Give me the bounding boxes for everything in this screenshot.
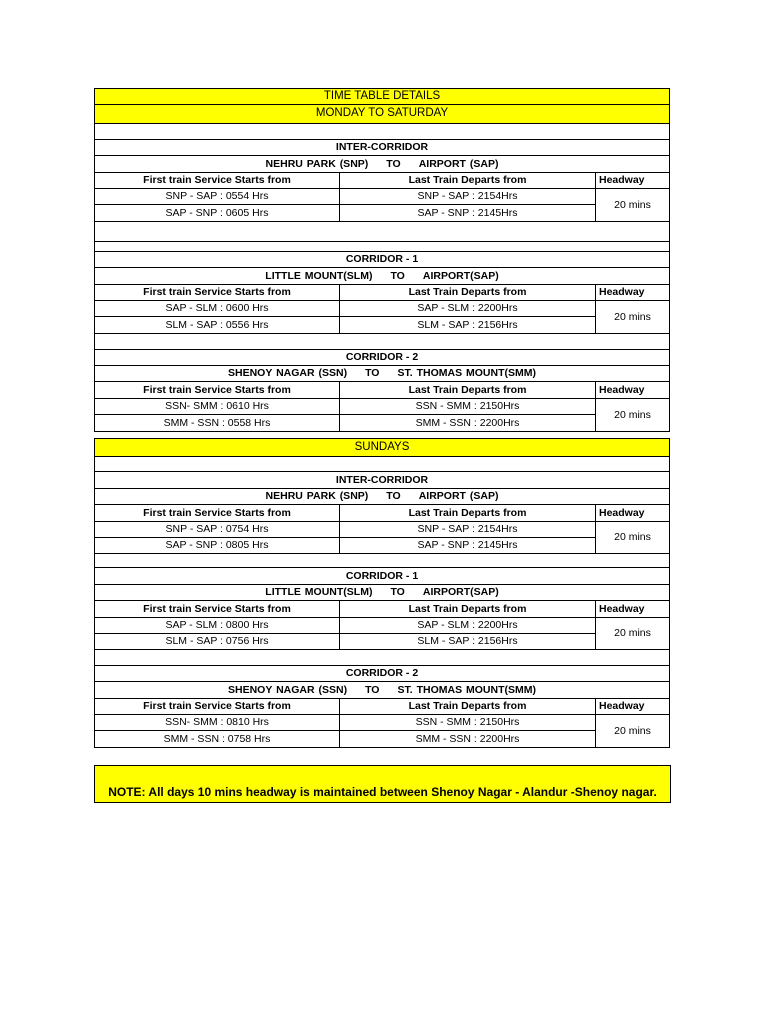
headway-header: Headway (599, 506, 645, 519)
route-label (95, 585, 669, 600)
first-train-cell: SMM - SSN : 0558 Hrs (95, 415, 340, 431)
section-heading: INTER-CORRIDOR (335, 141, 429, 154)
last-train-header: Last Train Departs from (340, 173, 596, 188)
schedule-times (95, 618, 596, 649)
first-train-header: First train Service Starts from (95, 285, 340, 300)
first-train-cell: SAP - SLM : 0600 Hrs (95, 301, 340, 316)
section-heading: CORRIDOR - 2 (345, 667, 419, 680)
route-row (95, 682, 669, 699)
table-row (95, 189, 596, 205)
last-train-cell: SSN - SMM : 2150Hrs (340, 399, 596, 414)
spacer-row (95, 124, 669, 140)
table-row (95, 415, 596, 431)
section-heading-row (95, 666, 669, 682)
schedule-times (95, 301, 596, 333)
section-heading-row (95, 472, 669, 489)
route-label (95, 682, 669, 698)
table-row (95, 301, 596, 317)
last-train-header: Last Train Departs from (340, 601, 596, 617)
first-train-cell: SSN- SMM : 0810 Hrs (95, 715, 340, 730)
schedule-times (95, 715, 596, 747)
route-row (95, 585, 669, 601)
route-row (95, 268, 669, 285)
schedule-rows (95, 618, 669, 650)
schedule-rows (95, 715, 669, 747)
page-title: TIME TABLE DETAILS (323, 89, 441, 102)
table-row (95, 731, 596, 747)
section-heading: CORRIDOR - 1 (345, 569, 419, 582)
table-row (95, 538, 596, 553)
table-row (95, 205, 596, 221)
spacer-row (95, 554, 669, 568)
first-train-cell: SLM - SAP : 0756 Hrs (95, 634, 340, 649)
last-train-cell: SLM - SAP : 2156Hrs (340, 634, 596, 649)
last-train-header: Last Train Departs from (340, 699, 596, 714)
table-row (95, 715, 596, 731)
section-heading: INTER-CORRIDOR (335, 473, 429, 486)
sunday-label: SUNDAYS (354, 440, 410, 453)
last-train-header: Last Train Departs from (340, 285, 596, 300)
schedule-rows (95, 189, 669, 222)
route-destination: AIRPORT(SAP) (422, 269, 499, 282)
first-train-cell: SAP - SLM : 0800 Hrs (95, 618, 340, 633)
last-train-cell: SNP - SAP : 2154Hrs (340, 522, 596, 537)
weekday-label: MONDAY TO SATURDAY (315, 107, 449, 120)
first-train-cell: SNP - SAP : 0754 Hrs (95, 522, 340, 537)
last-train-cell: SSN - SMM : 2150Hrs (340, 715, 596, 730)
route-origin: SHENOY NAGAR (SSN) (228, 683, 348, 696)
first-train-header: First train Service Starts from (95, 601, 340, 617)
column-header-row (95, 601, 669, 618)
headway-note: NOTE: All days 10 mins headway is maintained between Shenoy Nagar - Alandur -Shenoy nagar. (94, 765, 671, 803)
headway-header: Headway (599, 286, 645, 299)
spacer-row (95, 334, 669, 350)
first-train-header: First train Service Starts from (95, 173, 340, 188)
last-train-cell: SMM - SSN : 2200Hrs (340, 731, 596, 747)
route-origin: NEHRU PARK (SNP) (265, 490, 369, 503)
table-row (95, 618, 596, 634)
first-train-header: First train Service Starts from (95, 382, 340, 398)
column-header-row (95, 382, 669, 399)
section-heading-row (95, 350, 669, 366)
route-destination: AIRPORT (SAP) (418, 490, 499, 503)
route-to: TO (390, 586, 405, 599)
first-train-cell: SMM - SSN : 0758 Hrs (95, 731, 340, 747)
schedule-rows (95, 399, 669, 431)
first-train-header: First train Service Starts from (95, 699, 340, 714)
first-train-cell: SSN- SMM : 0610 Hrs (95, 399, 340, 414)
route-to: TO (365, 367, 380, 380)
headway-header: Headway (599, 383, 645, 396)
schedule-rows (95, 301, 669, 334)
route-label (95, 366, 669, 381)
route-to: TO (386, 490, 401, 503)
headway-cell: 20 mins (614, 724, 651, 737)
headway-cell: 20 mins (614, 408, 651, 421)
title-row (95, 89, 669, 105)
schedule-times (95, 189, 596, 221)
headway-cell: 20 mins (614, 627, 651, 640)
schedule-times (95, 399, 596, 431)
first-train-cell: SAP - SNP : 0805 Hrs (95, 538, 340, 553)
spacer-row (95, 650, 669, 666)
spacer-row (95, 222, 669, 242)
last-train-cell: SNP - SAP : 2154Hrs (340, 189, 596, 204)
table-row (95, 317, 596, 333)
route-destination: AIRPORT (SAP) (418, 157, 499, 170)
last-train-cell: SAP - SLM : 2200Hrs (340, 618, 596, 633)
last-train-header: Last Train Departs from (340, 382, 596, 398)
route-to: TO (365, 683, 380, 696)
route-destination: AIRPORT(SAP) (422, 586, 499, 599)
route-origin: SHENOY NAGAR (SSN) (228, 367, 348, 380)
route-origin: LITTLE MOUNT(SLM) (265, 586, 373, 599)
last-train-header: Last Train Departs from (340, 505, 596, 521)
spacer-row (95, 242, 669, 252)
column-header-row (95, 505, 669, 522)
schedule-times (95, 522, 596, 553)
section-heading-row (95, 252, 669, 268)
first-train-cell: SAP - SNP : 0605 Hrs (95, 205, 340, 221)
last-train-cell: SLM - SAP : 2156Hrs (340, 317, 596, 333)
route-origin: LITTLE MOUNT(SLM) (265, 269, 373, 282)
section-heading: CORRIDOR - 2 (345, 351, 419, 364)
first-train-header: First train Service Starts from (95, 505, 340, 521)
route-label (95, 268, 669, 284)
last-train-cell: SAP - SNP : 2145Hrs (340, 205, 596, 221)
last-train-cell: SMM - SSN : 2200Hrs (340, 415, 596, 431)
sunday-timetable (94, 438, 670, 748)
table-row (95, 522, 596, 538)
section-heading-row (95, 140, 669, 156)
route-label (95, 489, 669, 504)
route-to: TO (390, 269, 405, 282)
section-heading: CORRIDOR - 1 (345, 253, 419, 266)
column-header-row (95, 173, 669, 189)
route-origin: NEHRU PARK (SNP) (265, 157, 369, 170)
last-train-cell: SAP - SLM : 2200Hrs (340, 301, 596, 316)
headway-cell: 20 mins (614, 531, 651, 544)
column-header-row (95, 285, 669, 301)
route-destination: ST. THOMAS MOUNT(SMM) (397, 367, 536, 380)
headway-header: Headway (599, 602, 645, 615)
section-heading-row (95, 568, 669, 585)
column-header-row (95, 699, 669, 715)
last-train-cell: SAP - SNP : 2145Hrs (340, 538, 596, 553)
sunday-label-row (95, 439, 669, 457)
route-row (95, 366, 669, 382)
headway-cell: 20 mins (614, 310, 651, 323)
weekday-timetable (94, 88, 670, 432)
headway-header: Headway (599, 174, 645, 187)
spacer-row (95, 457, 669, 472)
first-train-cell: SNP - SAP : 0554 Hrs (95, 189, 340, 204)
weekday-label-row (95, 105, 669, 124)
route-label (95, 156, 669, 172)
route-row (95, 156, 669, 173)
headway-cell: 20 mins (614, 198, 651, 211)
table-row (95, 399, 596, 415)
headway-header: Headway (599, 700, 645, 713)
table-row (95, 634, 596, 649)
route-row (95, 489, 669, 505)
route-destination: ST. THOMAS MOUNT(SMM) (397, 683, 536, 696)
first-train-cell: SLM - SAP : 0556 Hrs (95, 317, 340, 333)
route-to: TO (386, 157, 401, 170)
schedule-rows (95, 522, 669, 554)
